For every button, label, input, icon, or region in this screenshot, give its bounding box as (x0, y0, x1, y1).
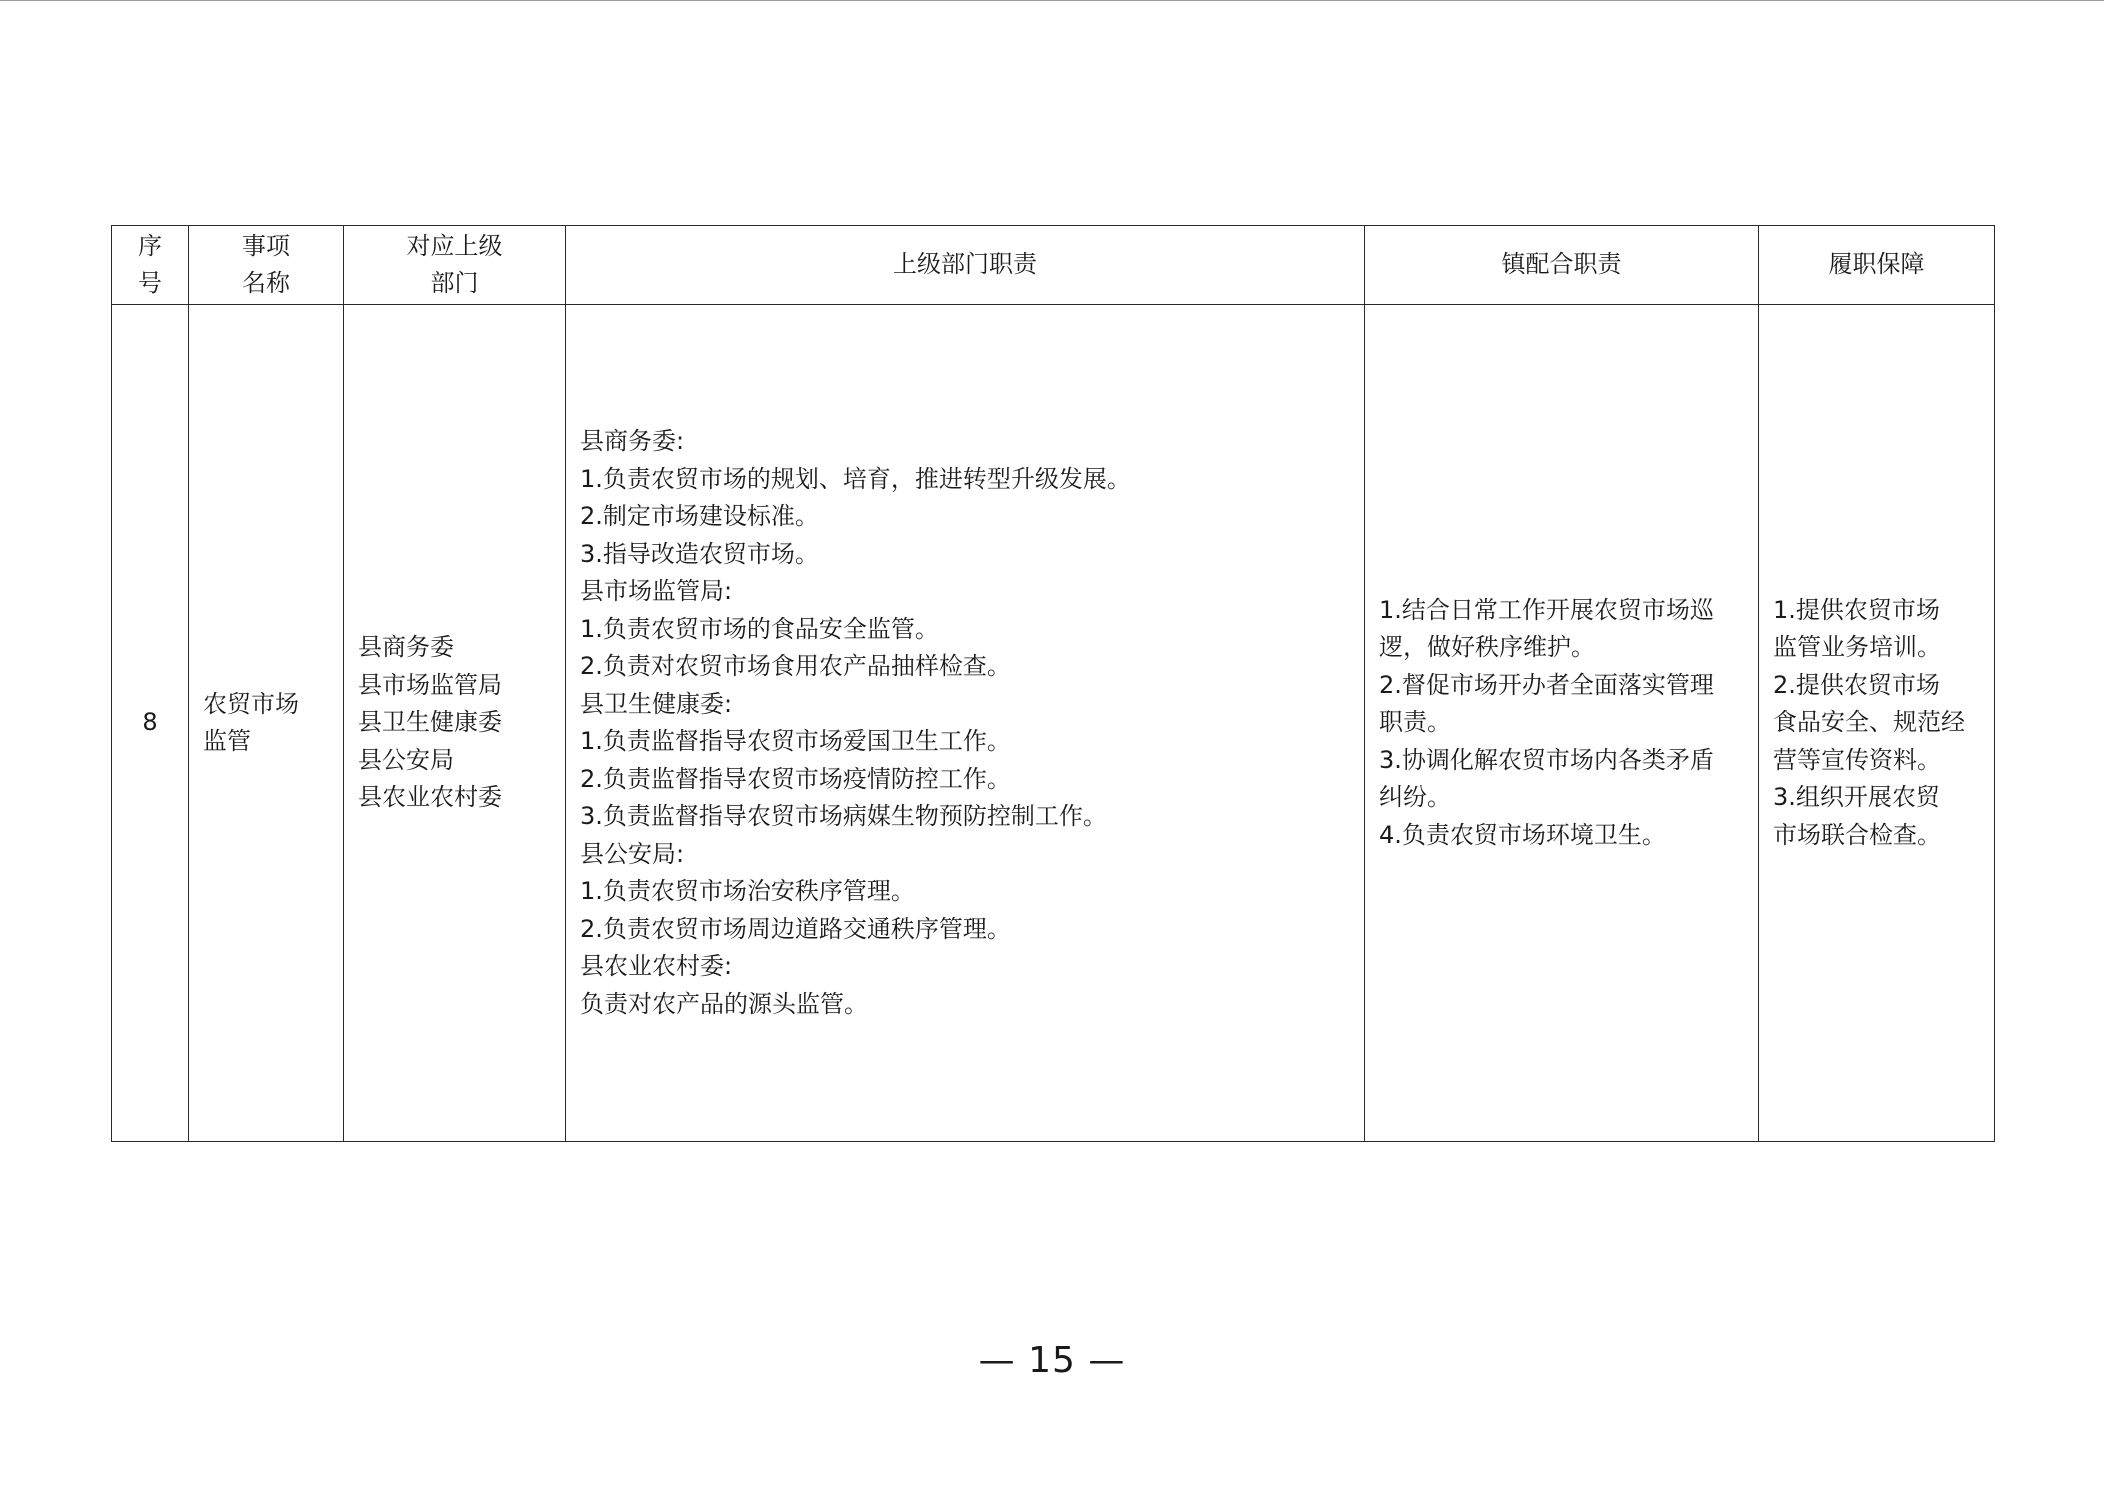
dept-item: 县卫生健康委 (358, 708, 502, 737)
dept-item: 县公安局 (358, 745, 454, 774)
duty-line: 1.负责农贸市场的规划、培育，推进转型升级发展。 (580, 464, 1131, 493)
guarantee-line: 营等宣传资料。 (1773, 745, 1941, 774)
row-depts (344, 305, 566, 1142)
guarantee-line: 监管业务培训。 (1773, 633, 1941, 662)
duty-line: 县卫生健康委: (580, 689, 733, 718)
page-number: — 15 — (978, 1340, 1126, 1381)
guarantee-line: 市场联合检查。 (1773, 820, 1941, 849)
duty-line: 1.负责农贸市场治安秩序管理。 (580, 877, 915, 905)
town-duty-line: 纠纷。 (1379, 783, 1451, 812)
header-superior-dept: 对应上级 部门 (344, 226, 566, 305)
dept-item: 县市场监管局 (358, 670, 502, 699)
duty-line: 县市场监管局: (580, 577, 733, 605)
duty-line: 县农业农村委: (580, 952, 733, 980)
header-town-duties: 镇配合职责 (1365, 226, 1759, 305)
duty-line: 县商务委: (580, 427, 685, 455)
town-duty-line: 1.结合日常工作开展农贸市场巡 (1379, 595, 1714, 624)
row-seq: 8 (112, 305, 189, 1142)
town-duty-line: 4.负责农贸市场环境卫生。 (1379, 820, 1666, 849)
header-guarantee: 履职保障 (1759, 226, 1995, 305)
row-town-duties (1365, 305, 1759, 1142)
duty-line: 2.制定市场建设标准。 (580, 502, 819, 530)
duty-line: 负责对农产品的源头监管。 (580, 989, 868, 1018)
town-duty-line: 2.督促市场开办者全面落实管理 (1379, 670, 1714, 699)
duty-table (111, 225, 1995, 1142)
top-border-line (0, 0, 2104, 1)
row-superior-duties (566, 305, 1365, 1142)
guarantee-line: 2.提供农贸市场 (1773, 670, 1940, 699)
duty-line: 1.负责监督指导农贸市场爱国卫生工作。 (580, 727, 1011, 755)
duty-line: 2.负责监督指导农贸市场疫情防控工作。 (580, 764, 1011, 793)
duty-line: 2.负责农贸市场周边道路交通秩序管理。 (580, 914, 1011, 943)
dept-item: 县农业农村委 (358, 783, 502, 812)
duty-line: 3.负责监督指导农贸市场病媒生物预防控制工作。 (580, 802, 1107, 830)
guarantee-line: 1.提供农贸市场 (1773, 595, 1940, 624)
header-seq: 序 号 (112, 226, 189, 305)
row-item-name: 农贸市场 监管 (189, 305, 344, 1142)
duty-line: 1.负责农贸市场的食品安全监管。 (580, 614, 939, 643)
dept-item: 县商务委 (358, 633, 454, 662)
town-duty-line: 职责。 (1379, 708, 1451, 737)
guarantee-line: 食品安全、规范经 (1773, 708, 1965, 737)
guarantee-line: 3.组织开展农贸 (1773, 783, 1940, 812)
header-item-name: 事项 名称 (189, 226, 344, 305)
town-duty-line: 逻，做好秩序维护。 (1379, 633, 1595, 662)
duty-line: 县公安局: (580, 839, 685, 868)
duty-line: 2.负责对农贸市场食用农产品抽样检查。 (580, 652, 1011, 680)
duty-line: 3.指导改造农贸市场。 (580, 539, 819, 568)
table-row (112, 305, 1995, 1142)
row-guarantees (1759, 305, 1995, 1142)
town-duty-line: 3.协调化解农贸市场内各类矛盾 (1379, 745, 1714, 774)
header-row (112, 226, 1995, 305)
header-superior-duties: 上级部门职责 (566, 226, 1365, 305)
